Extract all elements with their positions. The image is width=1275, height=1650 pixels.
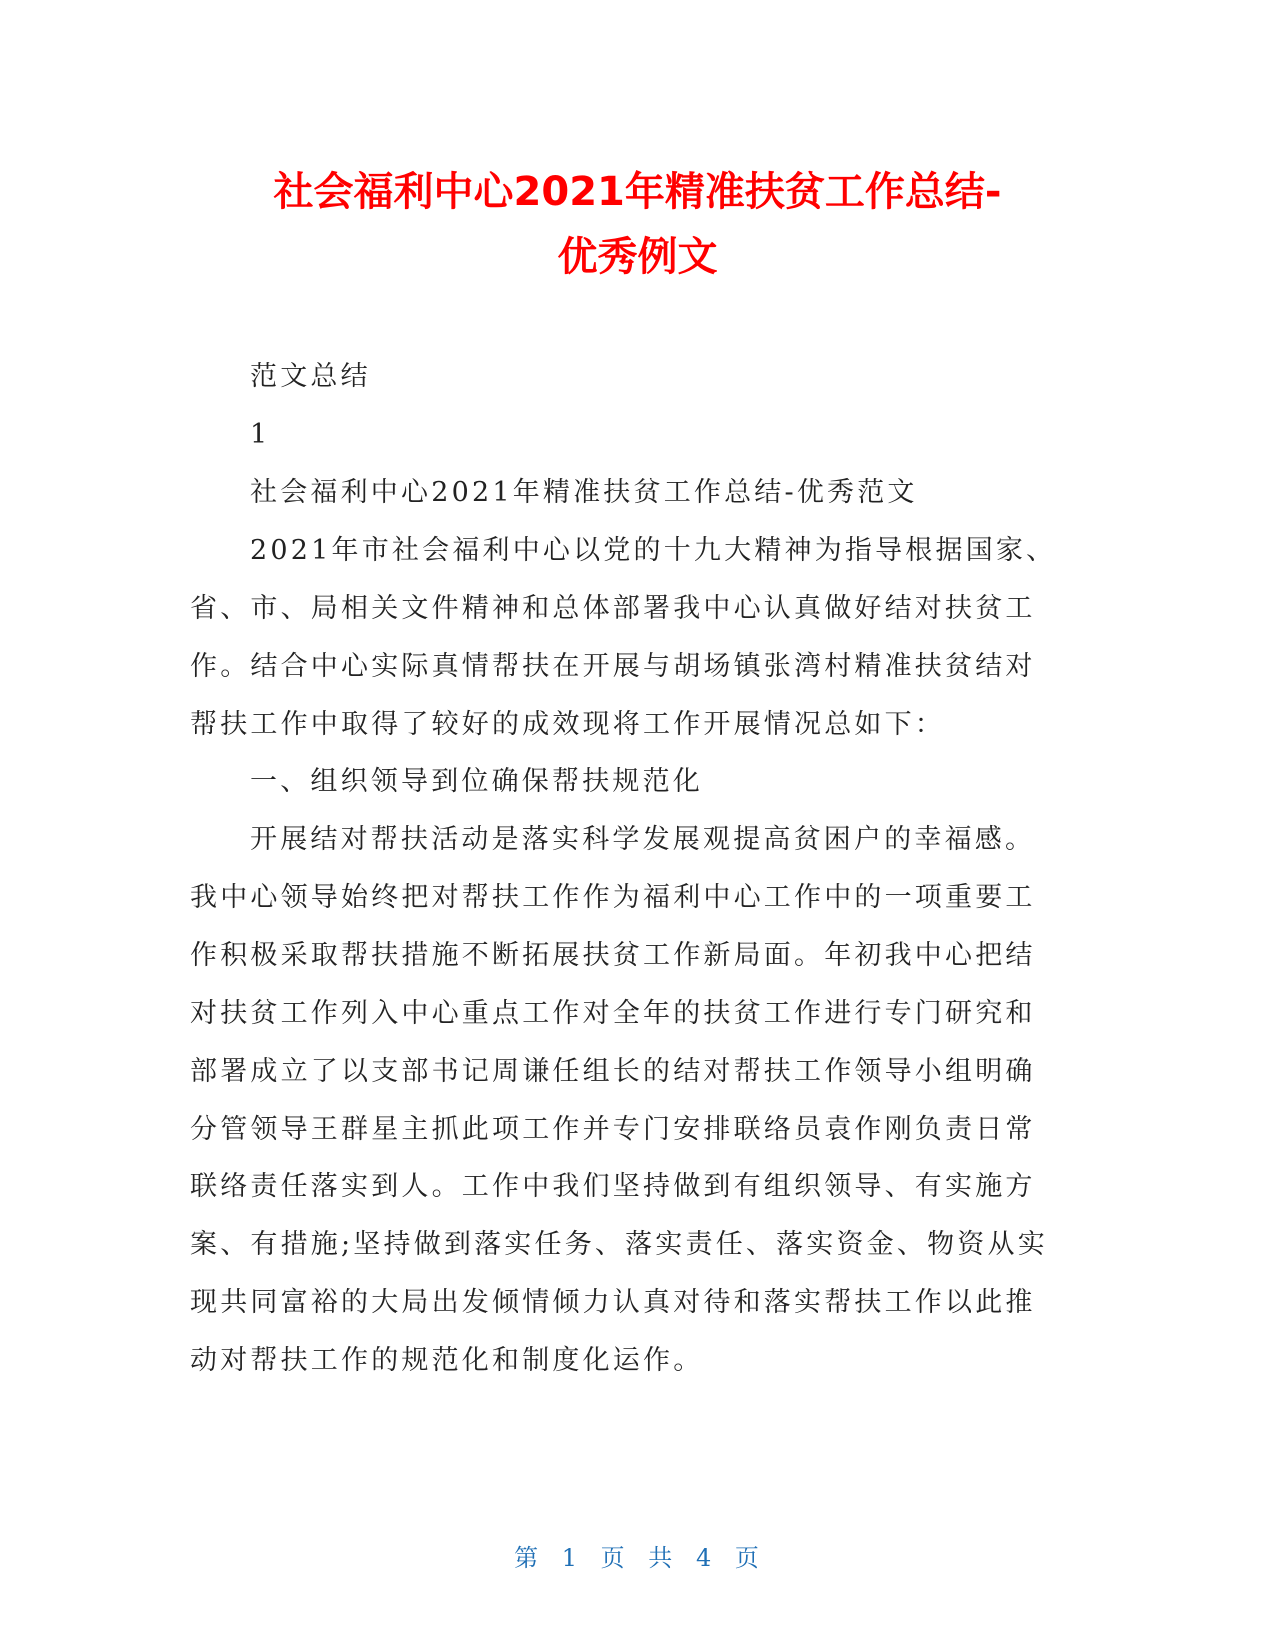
section-heading: 一、组织领导到位确保帮扶规范化 (250, 766, 703, 797)
paragraph-line: 现共同富裕的大局出发倾情倾力认真对待和落实帮扶工作以此推 (190, 1287, 1036, 1318)
paragraph-line: 省、市、局相关文件精神和总体部署我中心认真做好结对扶贫工 (190, 593, 1036, 624)
paragraph-line: 分管领导王群星主抓此项工作并专门安排联络员袁作刚负责日常 (190, 1114, 1036, 1145)
paragraph-line: 开展结对帮扶活动是落实科学发展观提高贫困户的幸福感。 (250, 824, 1036, 855)
paragraph-line: 对扶贫工作列入中心重点工作对全年的扶贫工作进行专门研究和 (190, 998, 1036, 1029)
paragraph-line: 2021年市社会福利中心以党的十九大精神为指导根据国家、 (250, 535, 1057, 566)
paragraph-line: 我中心领导始终把对帮扶工作作为福利中心工作中的一项重要工 (190, 882, 1036, 913)
category-label: 范文总结 (250, 361, 371, 392)
paragraph-line: 作积极采取帮扶措施不断拓展扶贫工作新局面。年初我中心把结 (190, 940, 1036, 971)
section-number: 1 (250, 419, 271, 450)
paragraph-line: 联络责任落实到人。工作中我们坚持做到有组织领导、有实施方 (190, 1171, 1036, 1202)
document-title-line-1: 社会福利中心2021年精准扶贫工作总结- (273, 169, 1002, 215)
paragraph-line: 案、有措施;坚持做到落实任务、落实责任、落实资金、物资从实 (190, 1229, 1048, 1260)
paragraph-line: 帮扶工作中取得了较好的成效现将工作开展情况总如下： (190, 709, 945, 740)
document-title-line-2: 优秀例文 (557, 234, 718, 280)
paragraph-line: 作。结合中心实际真情帮扶在开展与胡场镇张湾村精准扶贫结对 (190, 651, 1036, 682)
page-number-footer: 第 1 页 共 4 页 (514, 1544, 761, 1572)
subtitle: 社会福利中心2021年精准扶贫工作总结-优秀范文 (250, 477, 918, 508)
paragraph-line: 动对帮扶工作的规范化和制度化运作。 (190, 1345, 704, 1376)
paragraph-line: 部署成立了以支部书记周谦任组长的结对帮扶工作领导小组明确 (190, 1056, 1036, 1087)
